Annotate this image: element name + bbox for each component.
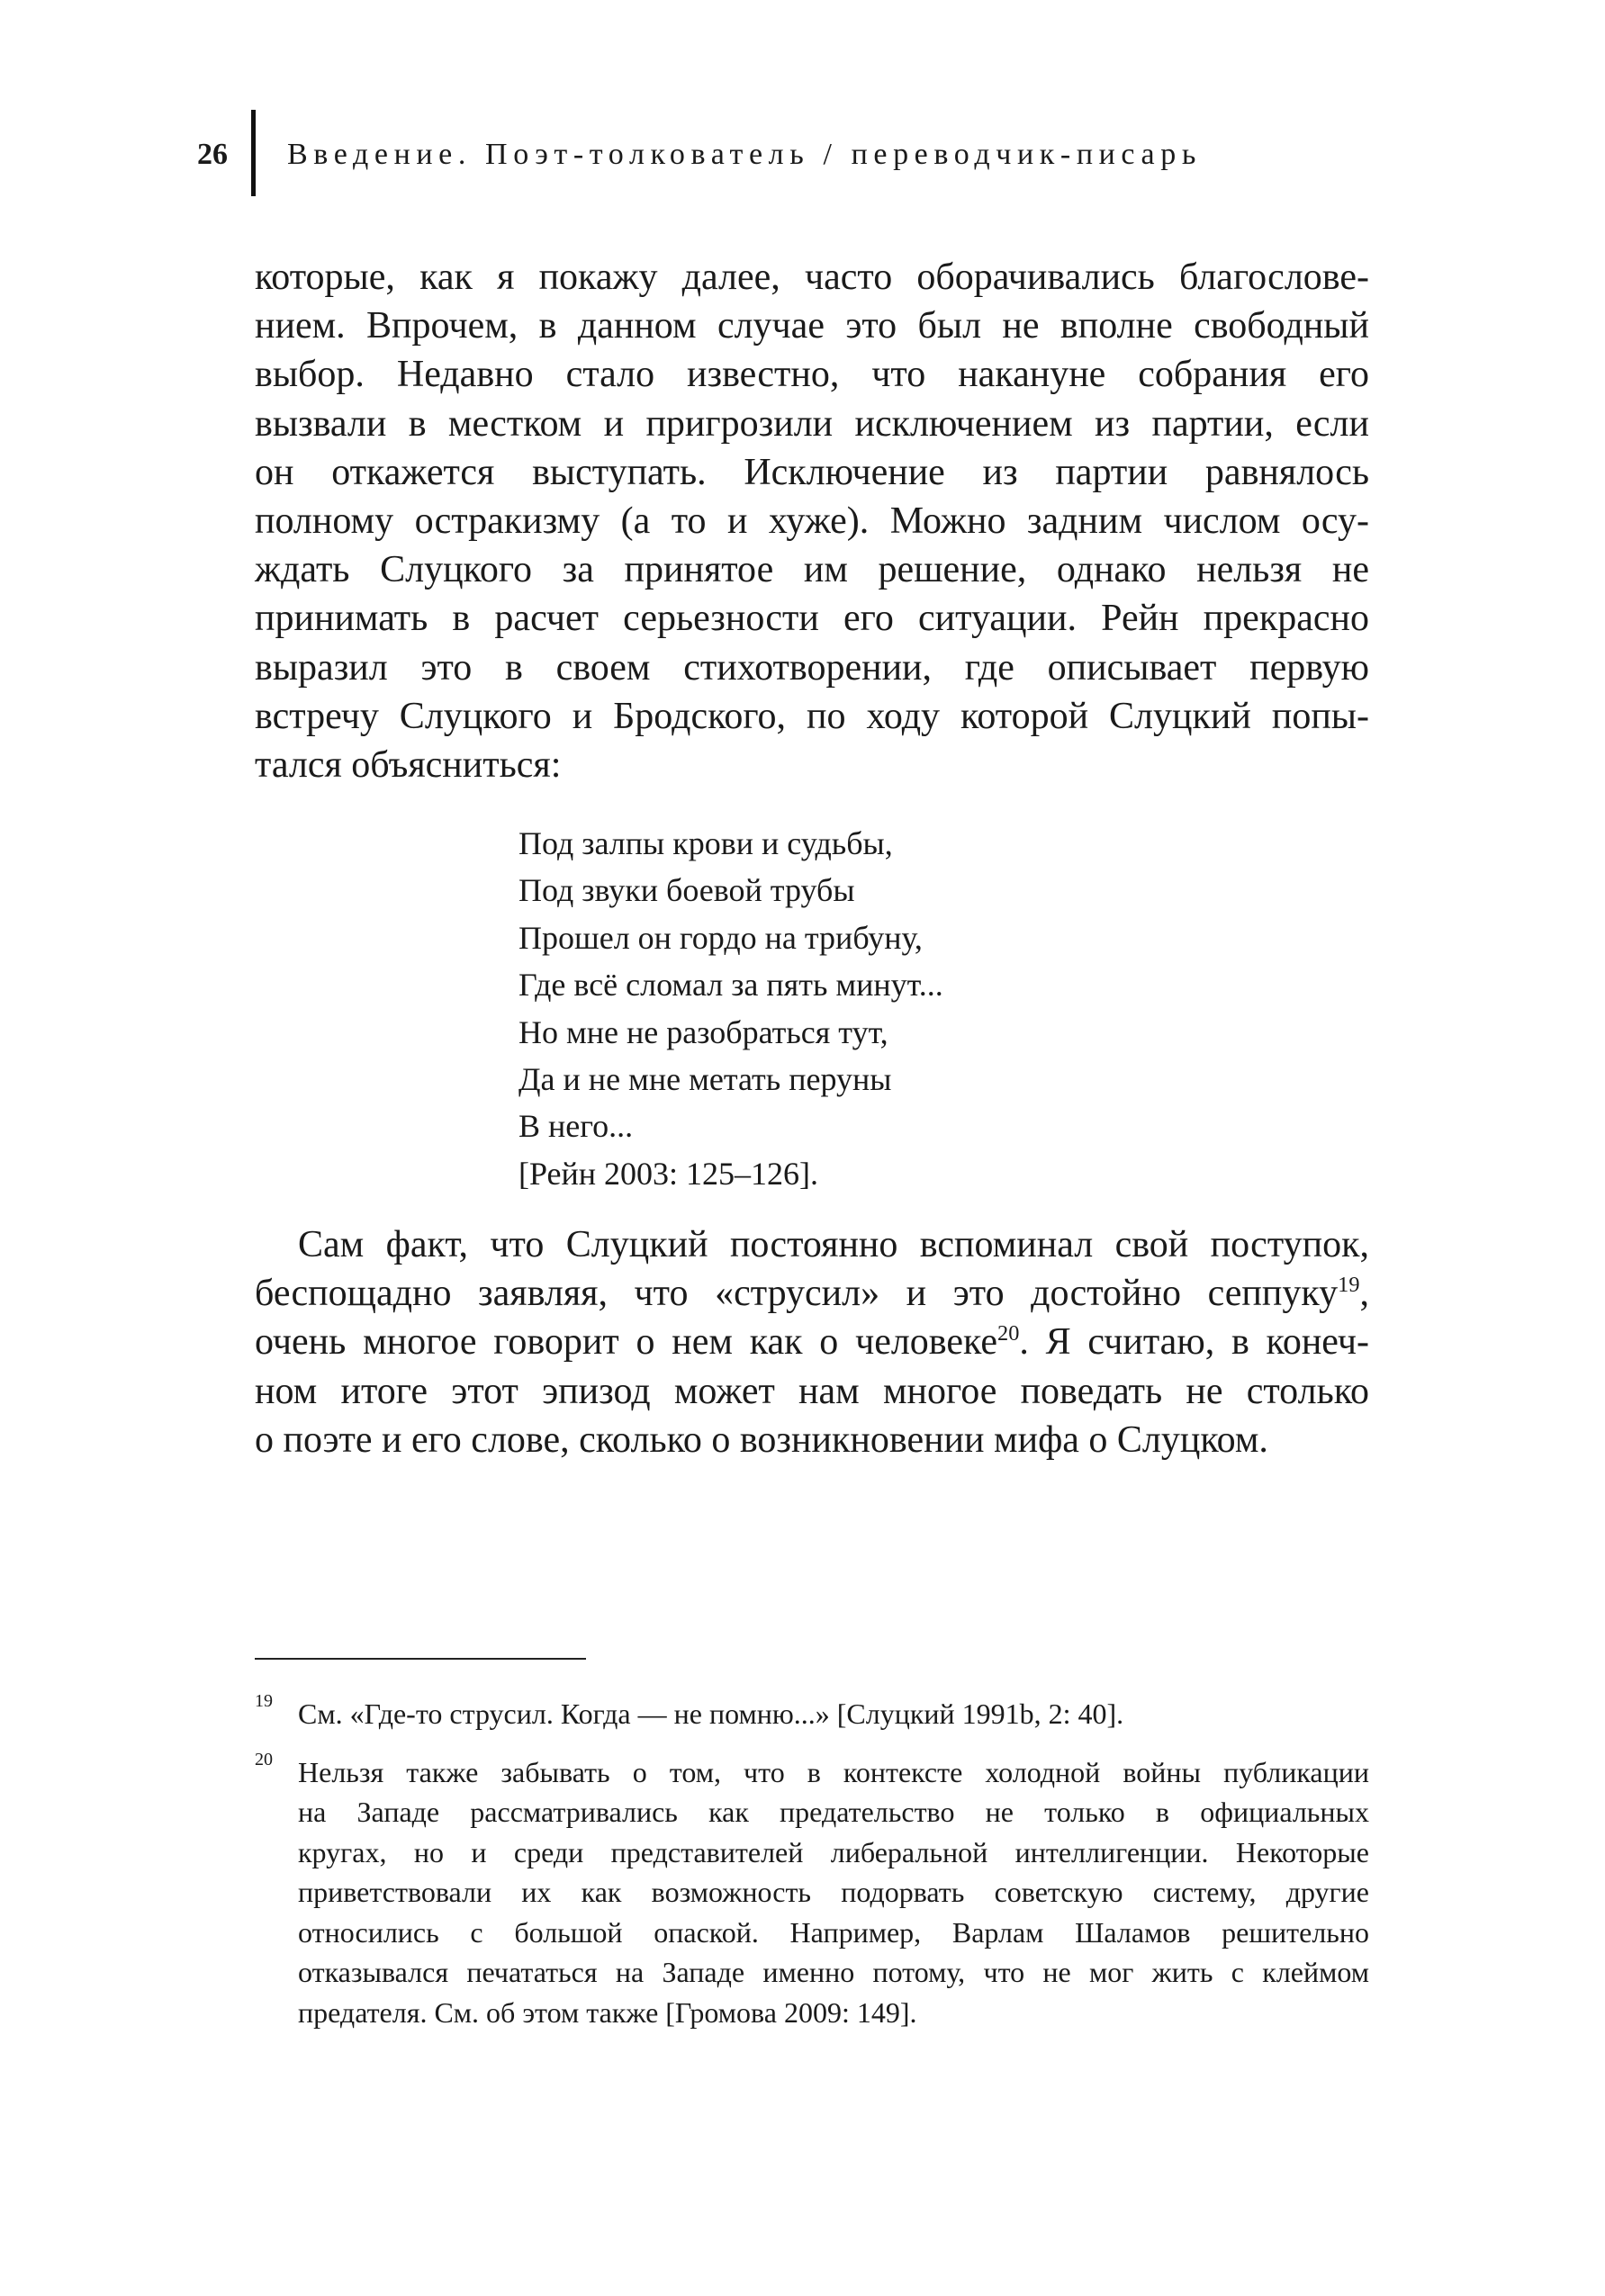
footnote-line: отказывался печататься на Западе именно потому, что не мог жить с клеймом	[298, 1956, 1369, 1988]
verse-line: Но мне не разобраться тут,	[518, 1013, 888, 1050]
footnote-ref-19[interactable]: 19	[1338, 1273, 1360, 1298]
text-line: ном итоге этот эпизод может нам многое поведать не столько	[255, 1370, 1369, 1412]
text-line: выразил это в своем стихотворении, где описывает первую	[255, 646, 1369, 689]
verse-line: Где всё сломал за пять минут...	[518, 967, 943, 1004]
header-divider	[251, 110, 256, 196]
text-line: Сам факт, что Слуцкий постоянно вспоминал свой поступок,	[298, 1224, 1369, 1265]
text-line: встречу Слуцкого и Бродского, по ходу которой Слуцкий попы-	[255, 695, 1369, 737]
running-head-title: Введение. Поэт-толкователь / переводчик-писарь	[287, 138, 1202, 171]
paragraph-1	[255, 253, 1369, 789]
verse-line: В него...	[518, 1108, 634, 1145]
text-fragment: . Я считаю, в конеч-	[1019, 1321, 1370, 1364]
text-line	[255, 1269, 1369, 1318]
running-header	[0, 97, 1605, 196]
footnote-ref-20[interactable]: 20	[997, 1321, 1020, 1346]
footnote-line: Нельзя также забывать о том, что в контексте холодной войны публикации	[298, 1755, 1369, 1788]
footnote-line: кругах, но и среди представителей либеральной интеллигенции. Некоторые	[298, 1835, 1369, 1868]
verse-line: Прошел он гордо на трибуну,	[518, 919, 923, 956]
text-line: ждать Слуцкого за принятое им решение, однако нельзя не	[255, 549, 1369, 591]
text-line	[255, 1318, 1369, 1366]
paragraph-2	[255, 1220, 1369, 1464]
text-line: выбор. Недавно стало известно, что накануне собрания его	[255, 354, 1369, 396]
text-line: он откажется выступать. Исключение из партии равнялось	[255, 451, 1369, 493]
verse-citation: [Рейн 2003: 125–126].	[518, 1155, 819, 1192]
text-fragment: беспощадно заявляя, что «струсил» и это достойно сеппуку	[255, 1273, 1339, 1315]
footnotes	[255, 1691, 1369, 2050]
verse-quote	[518, 820, 1149, 1197]
text-line: тался объясниться:	[255, 744, 562, 787]
footnote-line: приветствовали их как возможность подорвать советскую систему, другие	[298, 1876, 1369, 1908]
text-line: которые, как я покажу далее, часто оборачивались благослове-	[255, 257, 1369, 298]
text-line: вызвали в местком и пригрозили исключением из партии, если	[255, 402, 1369, 445]
footnote-mark: 20	[255, 1749, 273, 1769]
verse-line: Под залпы крови и судьбы,	[518, 825, 893, 861]
text-line: полному остракизму (а то и хуже). Можно задним числом осу-	[255, 500, 1369, 543]
text-line: нием. Впрочем, в данном случае это был не вполне свободный	[255, 305, 1369, 347]
footnote-line: относились с большой опаской. Например, Варлам Шаламов решительно	[298, 1915, 1369, 1949]
text-line: о поэте и его слове, сколько о возникновении мифа о Слуцком.	[255, 1418, 1268, 1461]
verse-line: Под звуки боевой трубы	[518, 872, 855, 909]
footnote-19	[255, 1691, 1369, 1734]
footnote-line: на Западе рассматривались как предательство не только в официальных	[298, 1796, 1369, 1828]
text-line: принимать в расчет серьезности его ситуации. Рейн прекрасно	[255, 598, 1369, 640]
text-fragment: очень многое говорит о нем как о человеке	[255, 1321, 998, 1364]
text-fragment: ,	[1359, 1273, 1369, 1315]
verse-line: Да и не мне метать перуны	[518, 1061, 892, 1098]
footnote-separator	[255, 1658, 586, 1660]
page-number: 26	[197, 138, 228, 171]
footnote-line: предателя. См. об этом также [Громова 2009: 149].	[298, 1995, 917, 2029]
footnote-line: См. «Где-то струсил. Когда — не помню...» [Слуцкий 1991b, 2: 40].	[298, 1697, 1124, 1730]
footnote-mark: 19	[255, 1691, 273, 1711]
footnote-20	[255, 1749, 1369, 2033]
